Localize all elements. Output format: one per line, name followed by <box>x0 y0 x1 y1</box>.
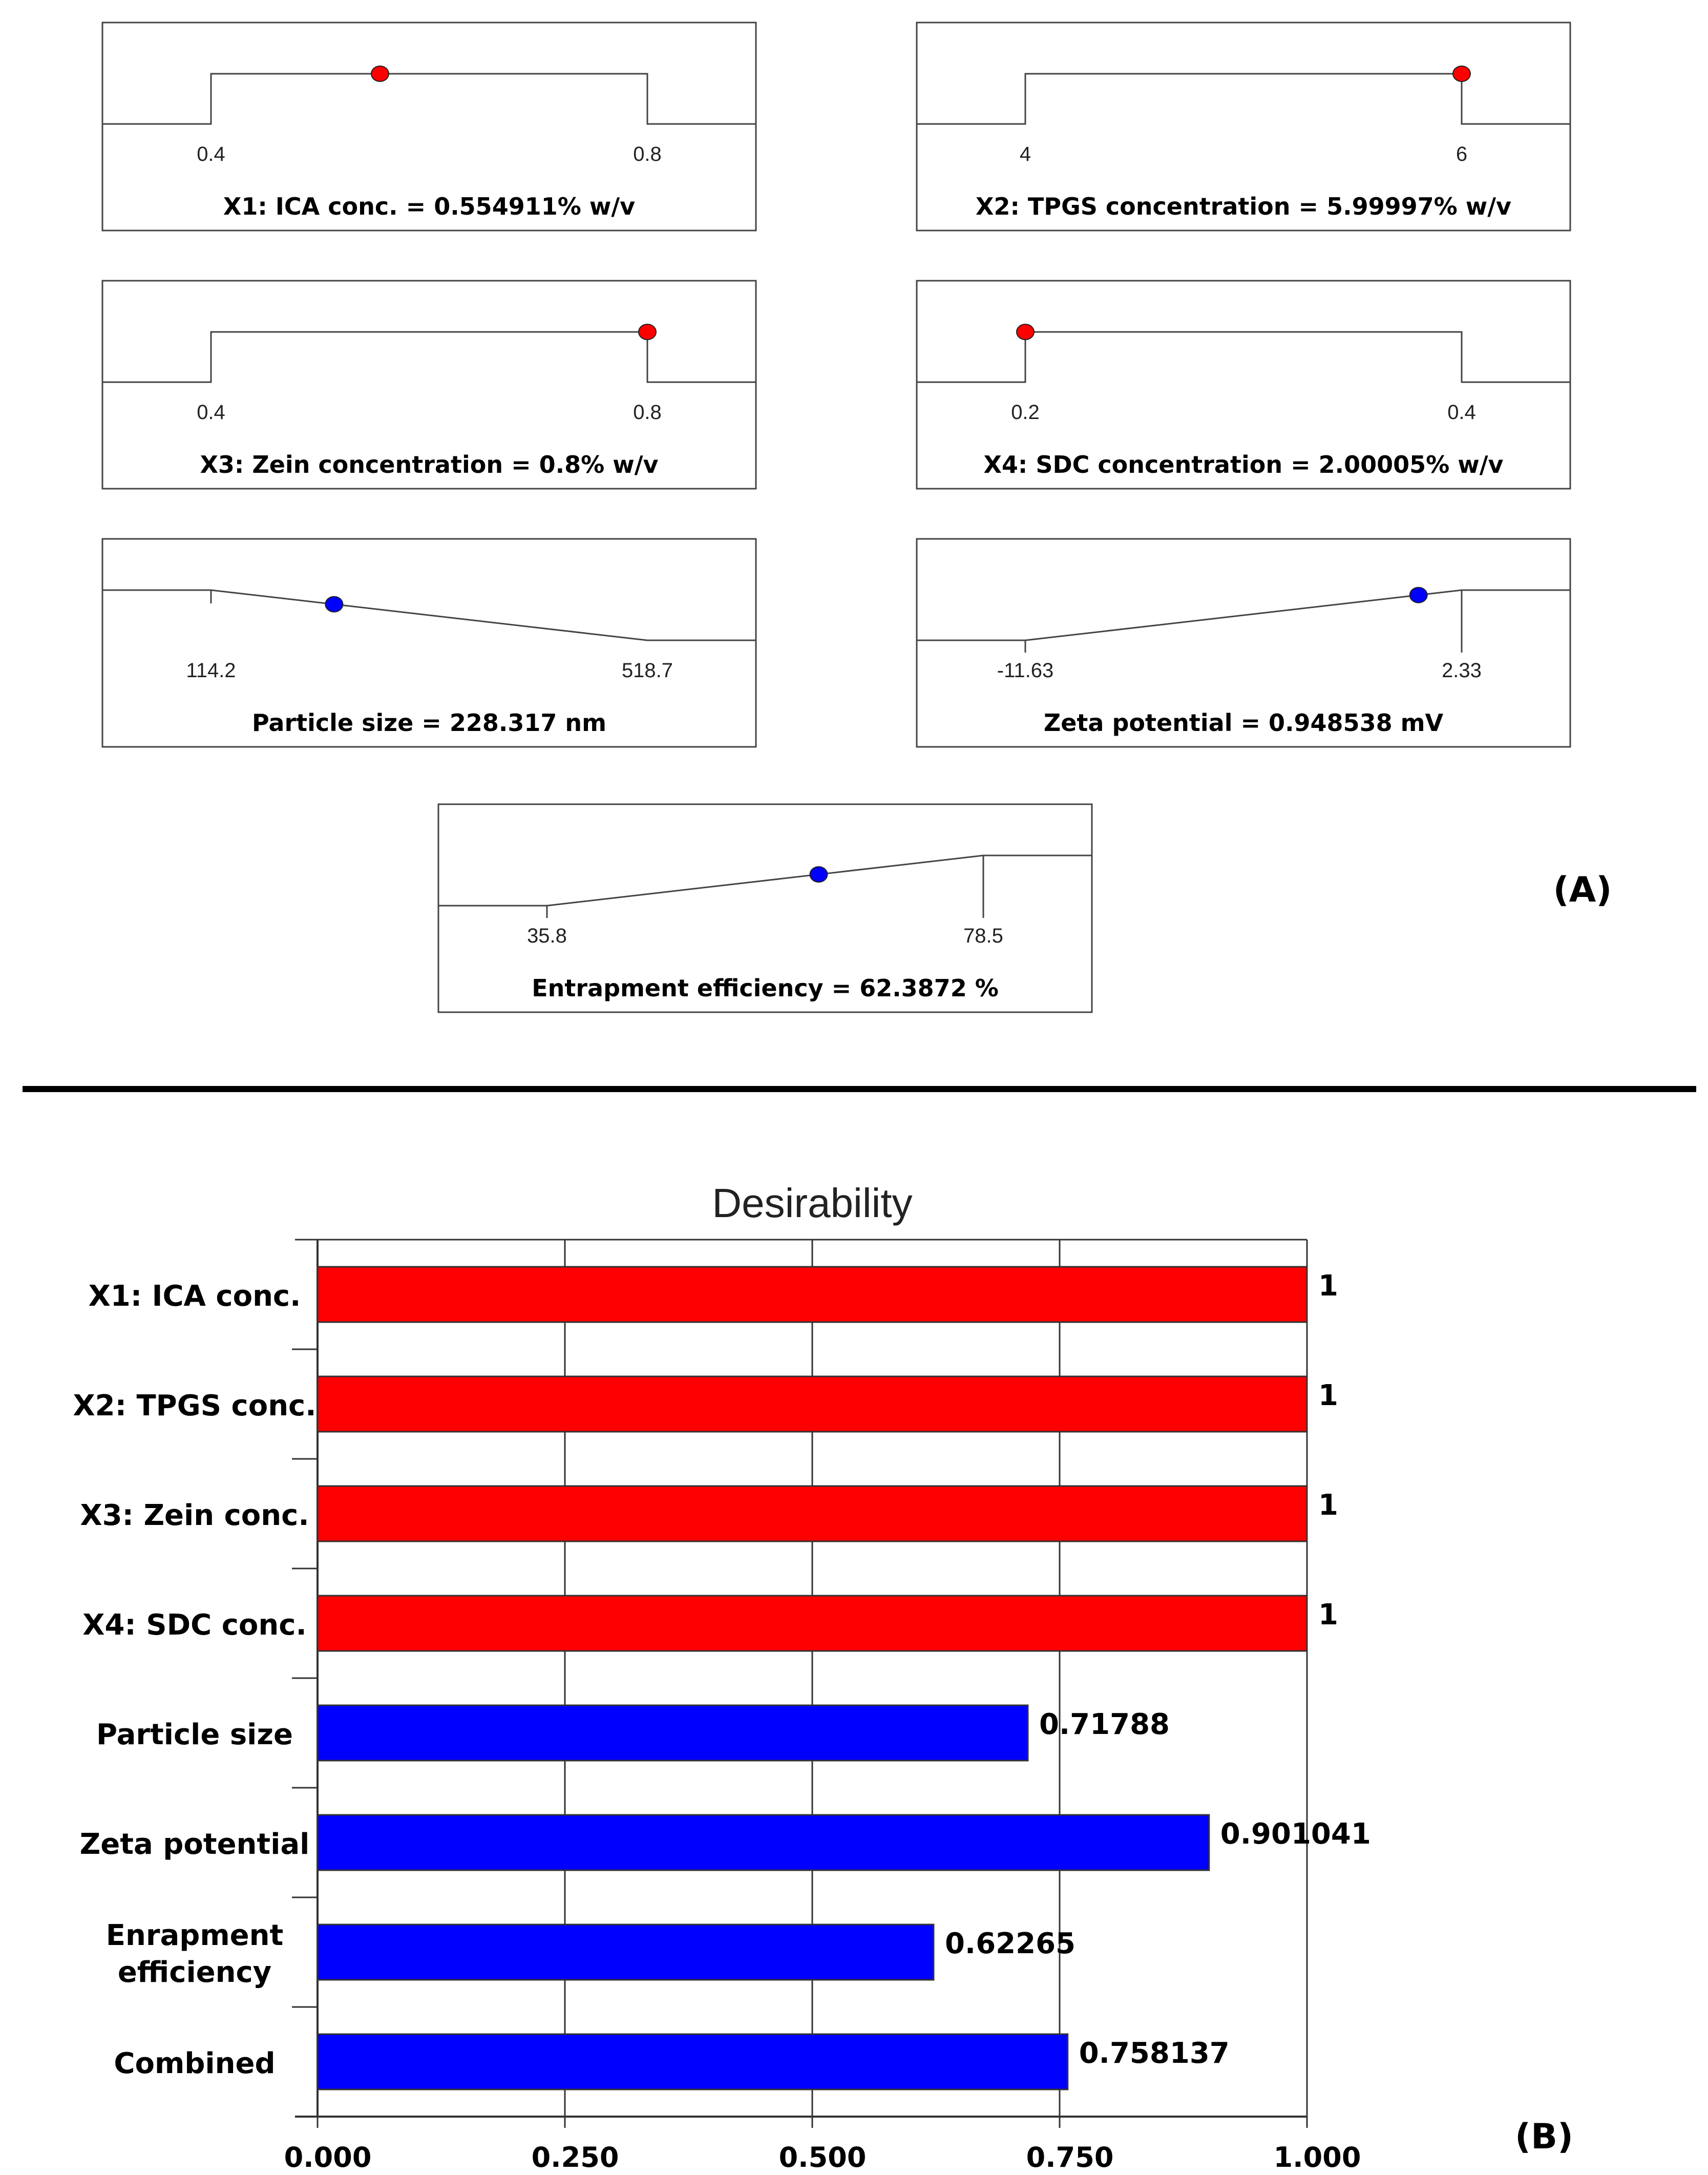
ramp-caption: Zeta potential = 0.948538 mV <box>1043 709 1444 737</box>
bar-value-label: 1 <box>1318 1269 1338 1303</box>
current-value-point <box>639 324 656 340</box>
category-label: Zeta potential <box>79 1828 310 1861</box>
low-limit-label: 0.4 <box>197 143 225 165</box>
low-limit-label: 4 <box>1019 143 1031 165</box>
panel-a-label: (A) <box>1553 870 1612 910</box>
x-tick-label: 0.750 <box>1026 2141 1114 2173</box>
ramp-caption: X4: SDC concentration = 2.00005% w/v <box>983 451 1504 478</box>
low-limit-label: -11.63 <box>997 659 1054 682</box>
category-label-line: efficiency <box>117 1956 272 1989</box>
bar-value-label: 1 <box>1318 1598 1338 1632</box>
current-value-point <box>371 66 389 81</box>
bar <box>318 1486 1307 1541</box>
category-label: X4: SDC conc. <box>82 1608 307 1642</box>
current-value-point <box>1017 324 1034 340</box>
current-value-point <box>1453 66 1470 81</box>
category-label: X1: ICA conc. <box>88 1280 301 1313</box>
ramp-caption: Entrapment efficiency = 62.3872 % <box>532 974 999 1002</box>
ramp-caption: Particle size = 228.317 nm <box>251 709 607 737</box>
low-limit-label: 0.4 <box>197 401 225 424</box>
ramp-box-5 <box>102 539 756 747</box>
high-limit-label: 78.5 <box>963 925 1003 947</box>
ramp-box-4 <box>917 281 1570 489</box>
x-tick-label: 1.000 <box>1273 2141 1361 2173</box>
ramp-caption: X2: TPGS concentration = 5.99997% w/v <box>975 193 1512 220</box>
x-tick-label: 0.500 <box>778 2141 867 2173</box>
x-tick-label: 0.250 <box>531 2141 619 2173</box>
high-limit-label: 0.8 <box>633 143 662 165</box>
category-label-line: Enrapment <box>106 1919 284 1952</box>
bar <box>318 1376 1307 1432</box>
bar-value-label: 0.71788 <box>1039 1708 1170 1741</box>
current-value-point <box>1410 588 1427 603</box>
ramp-box-2 <box>917 23 1570 231</box>
high-limit-label: 0.8 <box>633 401 662 424</box>
bar <box>318 1925 934 1980</box>
ramp-box-1 <box>102 23 756 231</box>
low-limit-label: 0.2 <box>1011 401 1040 424</box>
bar-value-label: 0.758137 <box>1079 2037 1230 2070</box>
current-value-point <box>810 867 827 882</box>
ramp-box-3 <box>102 281 756 489</box>
bar <box>318 1267 1307 1322</box>
category-label: X3: Zein conc. <box>80 1499 309 1532</box>
bar-value-label: 1 <box>1318 1379 1338 1412</box>
low-limit-label: 114.2 <box>186 659 236 682</box>
category-label: Combined <box>114 2047 276 2080</box>
high-limit-label: 518.7 <box>621 659 673 682</box>
high-limit-label: 0.4 <box>1447 401 1476 424</box>
current-value-point <box>325 597 343 612</box>
high-limit-label: 2.33 <box>1442 659 1482 682</box>
ramp-caption: X3: Zein concentration = 0.8% w/v <box>200 451 659 478</box>
panel-b-label: (B) <box>1515 2117 1573 2157</box>
category-label: X2: TPGS conc. <box>73 1389 317 1423</box>
ramp-box-7 <box>438 804 1092 1012</box>
ramp-box-6 <box>917 539 1570 747</box>
bar-value-label: 0.62265 <box>944 1927 1076 1960</box>
low-limit-label: 35.8 <box>527 925 567 947</box>
bar-value-label: 1 <box>1318 1489 1338 1522</box>
bar <box>318 1815 1209 1870</box>
bar <box>318 1596 1307 1651</box>
bar-value-label: 0.901041 <box>1220 1817 1371 1851</box>
bar <box>318 2034 1068 2089</box>
x-tick-label: 0.000 <box>284 2141 372 2173</box>
bar <box>318 1705 1028 1761</box>
chart-title: Desirability <box>712 1180 913 1226</box>
high-limit-label: 6 <box>1456 143 1468 165</box>
category-label: Particle size <box>96 1718 293 1751</box>
ramp-caption: X1: ICA conc. = 0.554911% w/v <box>223 193 636 220</box>
